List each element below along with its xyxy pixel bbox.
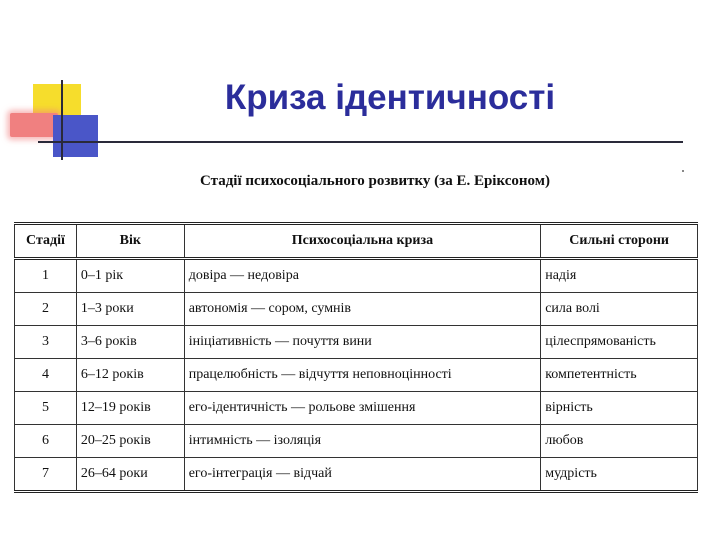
stage-crisis: ініціативність — почуття вини — [184, 326, 540, 359]
stage-number: 2 — [15, 293, 77, 326]
stage-age: 3–6 років — [76, 326, 184, 359]
stage-age: 0–1 рік — [76, 259, 184, 293]
stage-age: 20–25 років — [76, 425, 184, 458]
stage-strength: надія — [541, 259, 698, 293]
stage-crisis: его-інтеграція — відчай — [184, 458, 540, 492]
stage-crisis: его-ідентичність — рольове змішення — [184, 392, 540, 425]
stage-strength: цілеспрямованість — [541, 326, 698, 359]
stage-age: 1–3 роки — [76, 293, 184, 326]
table-row — [15, 458, 698, 492]
stage-age: 6–12 років — [76, 359, 184, 392]
stage-number: 5 — [15, 392, 77, 425]
stage-number: 6 — [15, 425, 77, 458]
stage-age: 26–64 роки — [76, 458, 184, 492]
table-header-row — [15, 224, 698, 259]
slide-title: Криза ідентичності — [224, 78, 556, 117]
table-row — [15, 259, 698, 293]
stage-number: 3 — [15, 326, 77, 359]
decorative-dot — [682, 170, 684, 172]
header-strengths: Сильні сторони — [541, 224, 698, 259]
stage-strength: компетентність — [541, 359, 698, 392]
table-row — [15, 359, 698, 392]
title-underline — [38, 141, 683, 143]
erikson-stages-table — [14, 222, 698, 493]
stage-number: 7 — [15, 458, 77, 492]
table-row — [15, 392, 698, 425]
stage-strength: любов — [541, 425, 698, 458]
stage-crisis: автономія — сором, сумнів — [184, 293, 540, 326]
decorative-blue-square — [53, 115, 98, 157]
stage-crisis: працелюбність — відчуття неповноцінності — [184, 359, 540, 392]
stage-strength: вірність — [541, 392, 698, 425]
stage-number: 4 — [15, 359, 77, 392]
decorative-vertical-line — [61, 80, 63, 160]
stage-crisis: довіра — недовіра — [184, 259, 540, 293]
stage-age: 12–19 років — [76, 392, 184, 425]
header-stage: Стадії — [15, 224, 77, 259]
decorative-red-bar — [10, 113, 58, 137]
header-crisis: Психосоціальна криза — [184, 224, 540, 259]
table-row — [15, 293, 698, 326]
stage-strength: мудрість — [541, 458, 698, 492]
table-row — [15, 425, 698, 458]
stage-number: 1 — [15, 259, 77, 293]
header-age: Вік — [76, 224, 184, 259]
table-row — [15, 326, 698, 359]
table-caption: Стадії психосоціального розвитку (за Е. Еріксоном) — [200, 173, 550, 189]
stage-strength: сила волі — [541, 293, 698, 326]
stage-crisis: інтимність — ізоляція — [184, 425, 540, 458]
